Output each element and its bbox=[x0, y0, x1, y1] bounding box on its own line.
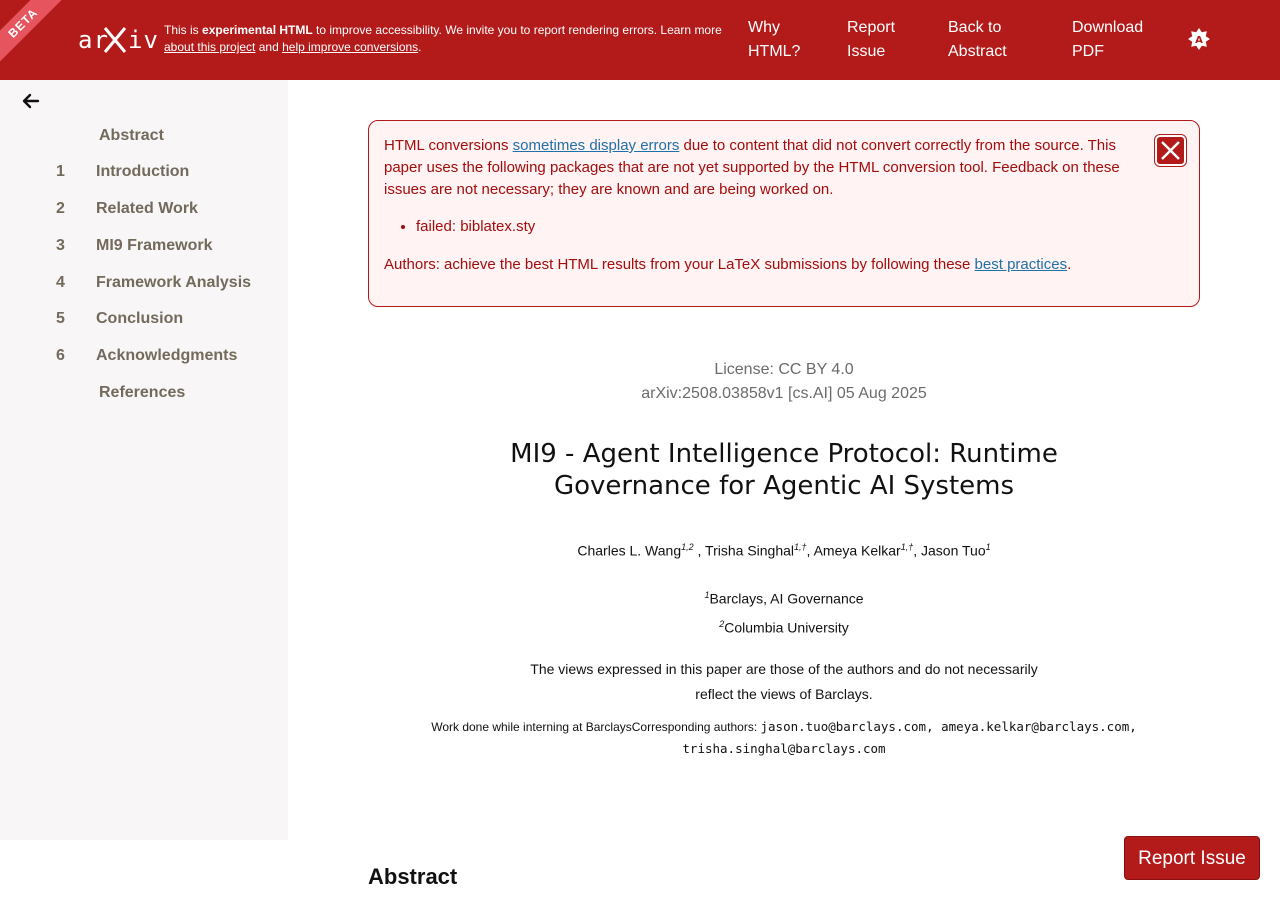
failed-packages-list bbox=[416, 216, 535, 238]
author-name: Jason Tuo bbox=[921, 542, 986, 559]
affiliations: $^1$Barclays, AI Governance $^2$Columbia University bbox=[704, 590, 864, 636]
toc-item-framework-analysis[interactable]: 4 Framework Analysis bbox=[56, 274, 252, 291]
author-list: Charles L. Wang$^{1,2}$ , Trisha Singhal$^{1,\dagger}$, Ameya Kelkar$^{1,\dagger}$, Jason Tuo$^1$ bbox=[577, 542, 991, 559]
why-html-link[interactable]: Why HTML? bbox=[748, 19, 801, 60]
author-name: Ameya Kelkar bbox=[813, 542, 901, 559]
svg-text:A: A bbox=[1195, 35, 1203, 46]
author-name: Charles L. Wang bbox=[577, 542, 682, 559]
abstract-heading: Abstract bbox=[368, 864, 458, 889]
help-improve-link[interactable]: help improve conversions bbox=[282, 40, 419, 54]
download-pdf-link[interactable]: Download PDF bbox=[1072, 19, 1144, 60]
report-issue-button[interactable]: Report Issue bbox=[1124, 836, 1260, 880]
theme-toggle-icon[interactable] bbox=[1187, 27, 1211, 51]
arxiv-identifier: arXiv:2508.03858v1 [cs.AI] 05 Aug 2025 bbox=[641, 385, 927, 402]
display-errors-link[interactable]: sometimes display errors bbox=[512, 137, 680, 154]
toc-item-abstract[interactable]: Abstract bbox=[99, 127, 164, 144]
collapse-toc-arrow-icon[interactable] bbox=[20, 90, 42, 112]
arxiv-logo-x-icon bbox=[102, 25, 128, 55]
license-text: License: CC BY 4.0 bbox=[714, 361, 854, 378]
toc-item-introduction[interactable]: 1 Introduction bbox=[56, 163, 190, 180]
toc-item-related-work[interactable]: 2 Related Work bbox=[56, 200, 198, 217]
toc-item-acknowledgments[interactable]: 6 Acknowledgments bbox=[56, 347, 238, 364]
best-practices-link[interactable]: best practices bbox=[974, 256, 1068, 273]
author-name: Trisha Singhal bbox=[705, 542, 795, 559]
close-notice-button[interactable] bbox=[1155, 135, 1186, 166]
arxiv-logo-text-end: iv bbox=[128, 26, 159, 54]
best-practices-text: Authors: achieve the best HTML results from your LaTeX submissions by following these best practices. bbox=[384, 256, 1072, 273]
paper-title: MI9 - Agent Intelligence Protocol: Runtime Governance for Agentic AI Systems bbox=[510, 439, 1058, 501]
beta-ribbon: BETA bbox=[0, 0, 70, 70]
experimental-notice: This is experimental HTML to improve accessibility. We invite you to report rendering errors. Learn more about this project and help improve conversions. bbox=[164, 23, 722, 54]
failed-package-item: • failed: biblatex.sty bbox=[416, 216, 535, 238]
table-of-contents bbox=[0, 80, 288, 840]
toc-item-references[interactable]: References bbox=[99, 384, 186, 401]
top-banner bbox=[0, 0, 1280, 80]
conversion-error-notice bbox=[368, 120, 1200, 307]
arxiv-logo-text: ar bbox=[78, 26, 109, 54]
report-issue-link[interactable]: Report Issue bbox=[847, 19, 896, 60]
about-project-link[interactable]: about this project bbox=[164, 40, 256, 54]
views-disclaimer: The views expressed in this paper are those of the authors and do not necessarily reflect the views of Barclays. bbox=[530, 661, 1038, 702]
author-footnote: Work done while interning at BarclaysCorresponding authors: jason.tuo@barclays.com, ameya.kelkar@barclays.com, trisha.singhal@barclays.com bbox=[431, 719, 1137, 756]
back-to-abstract-link[interactable]: Back to Abstract bbox=[948, 19, 1007, 60]
toc-item-conclusion[interactable]: 5 Conclusion bbox=[56, 310, 184, 327]
toc-item-mi9-framework[interactable]: 3 MI9 Framework bbox=[56, 237, 213, 254]
arxiv-logo[interactable] bbox=[78, 24, 159, 56]
conversion-error-text: HTML conversions sometimes display errors due to content that did not convert correctly from the source. This paper uses the following packages that are not yet supported by the HTML conversion tool. Feedback on these issues are not necessary; they are known and are being worked on. bbox=[384, 137, 1120, 198]
close-icon bbox=[1157, 137, 1184, 164]
